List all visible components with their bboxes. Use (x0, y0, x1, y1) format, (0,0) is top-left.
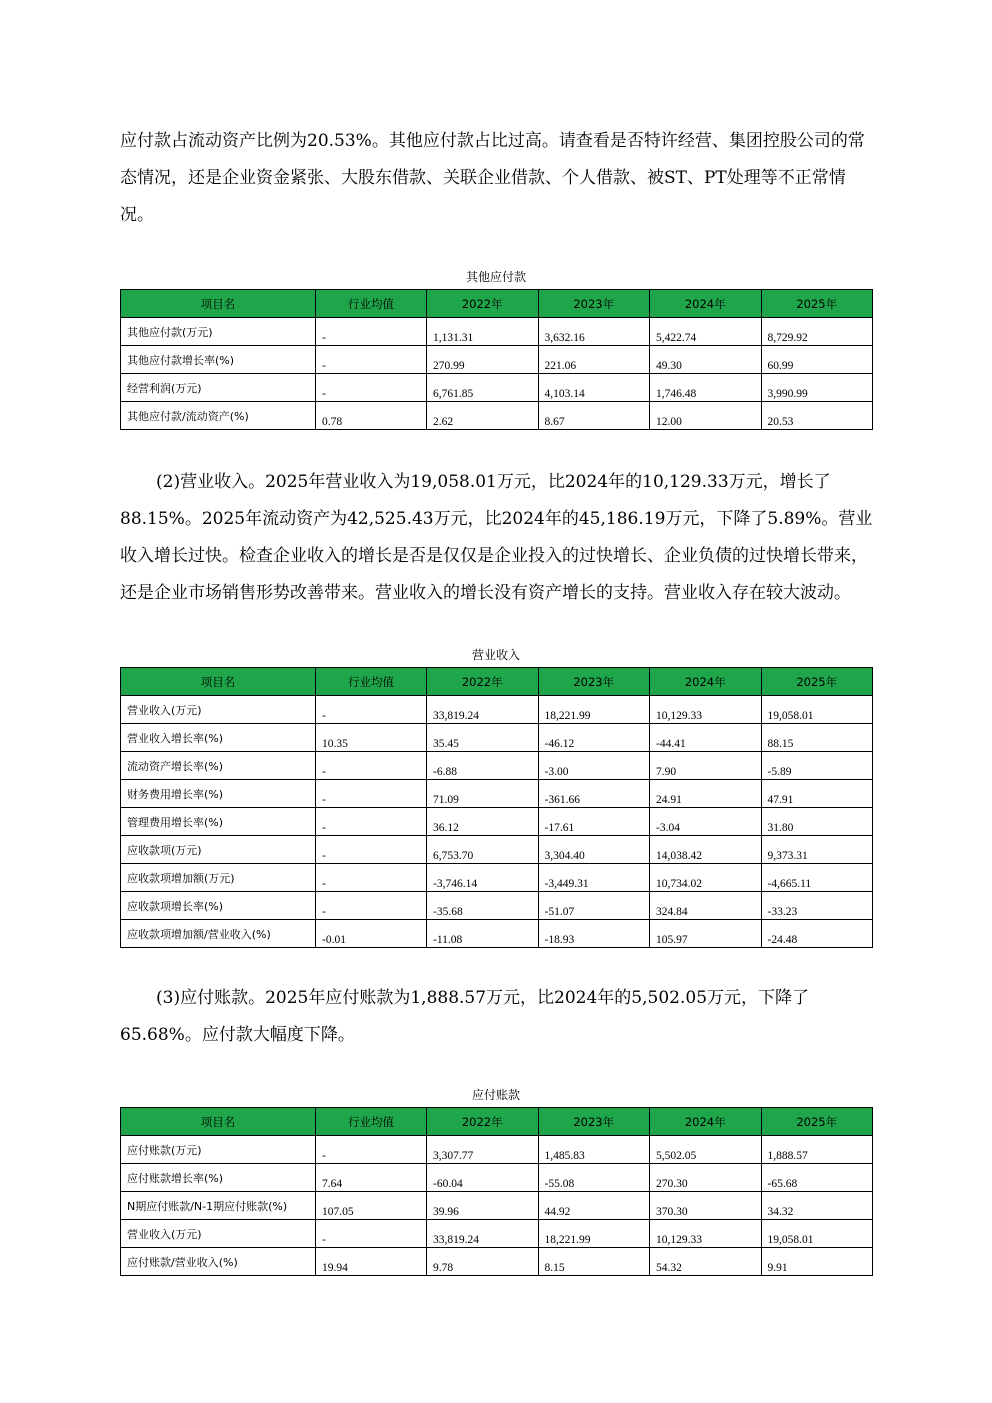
table-cell: 10,734.02 (650, 864, 762, 892)
table-cell: 9,373.31 (761, 836, 873, 864)
table-cell: 3,304.40 (538, 836, 650, 864)
table-cell: 270.99 (427, 346, 539, 374)
table-cell: 24.91 (650, 780, 762, 808)
table-cell: -17.61 (538, 808, 650, 836)
table-cell: 10,129.33 (650, 1220, 762, 1248)
column-header: 项目名 (121, 668, 316, 696)
column-header: 行业均值 (316, 668, 427, 696)
table-row (121, 892, 873, 920)
table-cell: 7.90 (650, 752, 762, 780)
row-label: 应付账款(万元) (121, 1136, 316, 1164)
table-cell: -3.00 (538, 752, 650, 780)
table-cell: - (316, 1220, 427, 1248)
table-cell: 221.06 (538, 346, 650, 374)
row-label: 流动资产增长率(%) (121, 752, 316, 780)
column-header: 2024年 (650, 1108, 762, 1136)
table-cell: 18,221.99 (538, 1220, 650, 1248)
table-cell: - (316, 752, 427, 780)
table-cell: 60.99 (761, 346, 873, 374)
table-cell: 20.53 (761, 402, 873, 430)
intro-paragraph: 应付款占流动资产比例为20.53%。其他应付款占比过高。请查看是否特许经营、集团控股公司的常态情况，还是企业资金紧张、大股东借款、关联企业借款、个人借款、被ST、PT处理等不正常情况。 (120, 131, 865, 225)
table-cell: - (316, 892, 427, 920)
table-cell: 10.35 (316, 724, 427, 752)
table-header-row (121, 290, 873, 318)
table-cell: 34.32 (761, 1192, 873, 1220)
table-cell: - (316, 780, 427, 808)
table-cell: 44.92 (538, 1192, 650, 1220)
table-cell: -35.68 (427, 892, 539, 920)
row-label: 应付账款/营业收入(%) (121, 1248, 316, 1276)
table-cell: 14,038.42 (650, 836, 762, 864)
table-cell: 370.30 (650, 1192, 762, 1220)
row-label: 管理费用增长率(%) (121, 808, 316, 836)
table-row (121, 1164, 873, 1192)
table-row (121, 1136, 873, 1164)
table-row (121, 1248, 873, 1276)
table-row (121, 346, 873, 374)
row-label: 应收款项增长率(%) (121, 892, 316, 920)
table-cell: 3,632.16 (538, 318, 650, 346)
table-row (121, 752, 873, 780)
table-cell: 5,502.05 (650, 1136, 762, 1164)
row-label: 其他应付款/流动资产(%) (121, 402, 316, 430)
table-cell: 31.80 (761, 808, 873, 836)
column-header: 项目名 (121, 1108, 316, 1136)
column-header: 2023年 (538, 668, 650, 696)
table-cell: -55.08 (538, 1164, 650, 1192)
table-row (121, 864, 873, 892)
table-cell: -33.23 (761, 892, 873, 920)
table-cell: 33,819.24 (427, 1220, 539, 1248)
table-cell: 35.45 (427, 724, 539, 752)
table-cell: 105.97 (650, 920, 762, 948)
table-cell: 36.12 (427, 808, 539, 836)
other-payables-caption: 其他应付款 (465, 270, 526, 284)
revenue-caption: 营业收入 (471, 648, 520, 662)
row-label: 营业收入增长率(%) (121, 724, 316, 752)
table-header-row (121, 668, 873, 696)
row-label: N期应付账款/N-1期应付账款(%) (121, 1192, 316, 1220)
payables-paragraph: (3)应付账款。2025年应付账款为1,888.57万元，比2024年的5,502.05万元，下降了65.68%。应付款大幅度下降。 (120, 988, 810, 1045)
table-cell: - (316, 864, 427, 892)
table-cell: 10,129.33 (650, 696, 762, 724)
table-cell: 1,131.31 (427, 318, 539, 346)
table-cell: 270.30 (650, 1164, 762, 1192)
table-row (121, 1220, 873, 1248)
table-cell: 49.30 (650, 346, 762, 374)
table-cell: 6,761.85 (427, 374, 539, 402)
table-cell: -65.68 (761, 1164, 873, 1192)
table-cell: 8,729.92 (761, 318, 873, 346)
row-label: 财务费用增长率(%) (121, 780, 316, 808)
column-header: 2025年 (761, 1108, 873, 1136)
table-cell: 0.78 (316, 402, 427, 430)
table-row (121, 402, 873, 430)
table-cell: - (316, 374, 427, 402)
row-label: 其他应付款(万元) (121, 318, 316, 346)
column-header: 2022年 (427, 1108, 539, 1136)
table-row (121, 836, 873, 864)
column-header: 2025年 (761, 668, 873, 696)
table-cell: -5.89 (761, 752, 873, 780)
column-header: 2022年 (427, 668, 539, 696)
table-cell: -0.01 (316, 920, 427, 948)
table-cell: -3,746.14 (427, 864, 539, 892)
table-cell: 8.67 (538, 402, 650, 430)
table-cell: 18,221.99 (538, 696, 650, 724)
table-cell: 19.94 (316, 1248, 427, 1276)
table-cell: 4,103.14 (538, 374, 650, 402)
table-cell: 12.00 (650, 402, 762, 430)
table-cell: -60.04 (427, 1164, 539, 1192)
table-cell: -46.12 (538, 724, 650, 752)
table-cell: - (316, 836, 427, 864)
column-header: 2022年 (427, 290, 539, 318)
row-label: 营业收入(万元) (121, 696, 316, 724)
table-row (121, 920, 873, 948)
column-header: 行业均值 (316, 1108, 427, 1136)
table-cell: -3,449.31 (538, 864, 650, 892)
table-cell: 47.91 (761, 780, 873, 808)
table-cell: -11.08 (427, 920, 539, 948)
column-header: 2024年 (650, 668, 762, 696)
table-cell: -4,665.11 (761, 864, 873, 892)
other-payables-table (120, 289, 873, 430)
table-cell: -3.04 (650, 808, 762, 836)
table-row (121, 696, 873, 724)
table-cell: 19,058.01 (761, 1220, 873, 1248)
table-cell: 54.32 (650, 1248, 762, 1276)
column-header: 2025年 (761, 290, 873, 318)
row-label: 营业收入(万元) (121, 1220, 316, 1248)
table-cell: -18.93 (538, 920, 650, 948)
row-label: 应收款项(万元) (121, 836, 316, 864)
table-cell: 1,485.83 (538, 1136, 650, 1164)
table-cell: 8.15 (538, 1248, 650, 1276)
table-cell: 19,058.01 (761, 696, 873, 724)
table-row (121, 808, 873, 836)
table-cell: 88.15 (761, 724, 873, 752)
table-cell: 1,746.48 (650, 374, 762, 402)
table-row (121, 780, 873, 808)
column-header: 2023年 (538, 290, 650, 318)
column-header: 2023年 (538, 1108, 650, 1136)
table-cell: -24.48 (761, 920, 873, 948)
table-cell: 6,753.70 (427, 836, 539, 864)
column-header: 行业均值 (316, 290, 427, 318)
table-cell: 5,422.74 (650, 318, 762, 346)
table-cell: -6.88 (427, 752, 539, 780)
table-cell: -44.41 (650, 724, 762, 752)
table-cell: 2.62 (427, 402, 539, 430)
table-cell: 9.78 (427, 1248, 539, 1276)
table-cell: -51.07 (538, 892, 650, 920)
table-row (121, 318, 873, 346)
table-cell: 33,819.24 (427, 696, 539, 724)
row-label: 应收款项增加额/营业收入(%) (121, 920, 316, 948)
row-label: 其他应付款增长率(%) (121, 346, 316, 374)
revenue-table (120, 667, 873, 948)
table-cell: 9.91 (761, 1248, 873, 1276)
table-cell: 71.09 (427, 780, 539, 808)
row-label: 应收款项增加额(万元) (121, 864, 316, 892)
table-cell: 3,990.99 (761, 374, 873, 402)
row-label: 应付账款增长率(%) (121, 1164, 316, 1192)
table-cell: 324.84 (650, 892, 762, 920)
table-row (121, 724, 873, 752)
table-cell: 3,307.77 (427, 1136, 539, 1164)
revenue-paragraph: (2)营业收入。2025年营业收入为19,058.01万元，比2024年的10,129.33万元，增长了88.15%。2025年流动资产为42,525.43万元，比2024年的45,186.19万元，下降了5.89%。营业收入增长过快。检查企业收入的增长是否是仅仅是企业投入的过快增长、企业负债的过快增长带来，还是企业市场销售形势改善带来。营业收入的增长没有资产增长的支持。营业收入存在较大波动。 (120, 472, 873, 603)
table-cell: 7.64 (316, 1164, 427, 1192)
table-row (121, 374, 873, 402)
table-cell: 1,888.57 (761, 1136, 873, 1164)
column-header: 2024年 (650, 290, 762, 318)
payables-table (120, 1107, 873, 1276)
table-row (121, 1192, 873, 1220)
table-cell: - (316, 1136, 427, 1164)
table-cell: - (316, 696, 427, 724)
table-cell: 39.96 (427, 1192, 539, 1220)
column-header: 项目名 (121, 290, 316, 318)
row-label: 经营利润(万元) (121, 374, 316, 402)
payables-caption: 应付账款 (471, 1088, 520, 1102)
table-cell: - (316, 346, 427, 374)
table-cell: - (316, 318, 427, 346)
table-cell: 107.05 (316, 1192, 427, 1220)
table-header-row (121, 1108, 873, 1136)
table-cell: - (316, 808, 427, 836)
table-cell: -361.66 (538, 780, 650, 808)
